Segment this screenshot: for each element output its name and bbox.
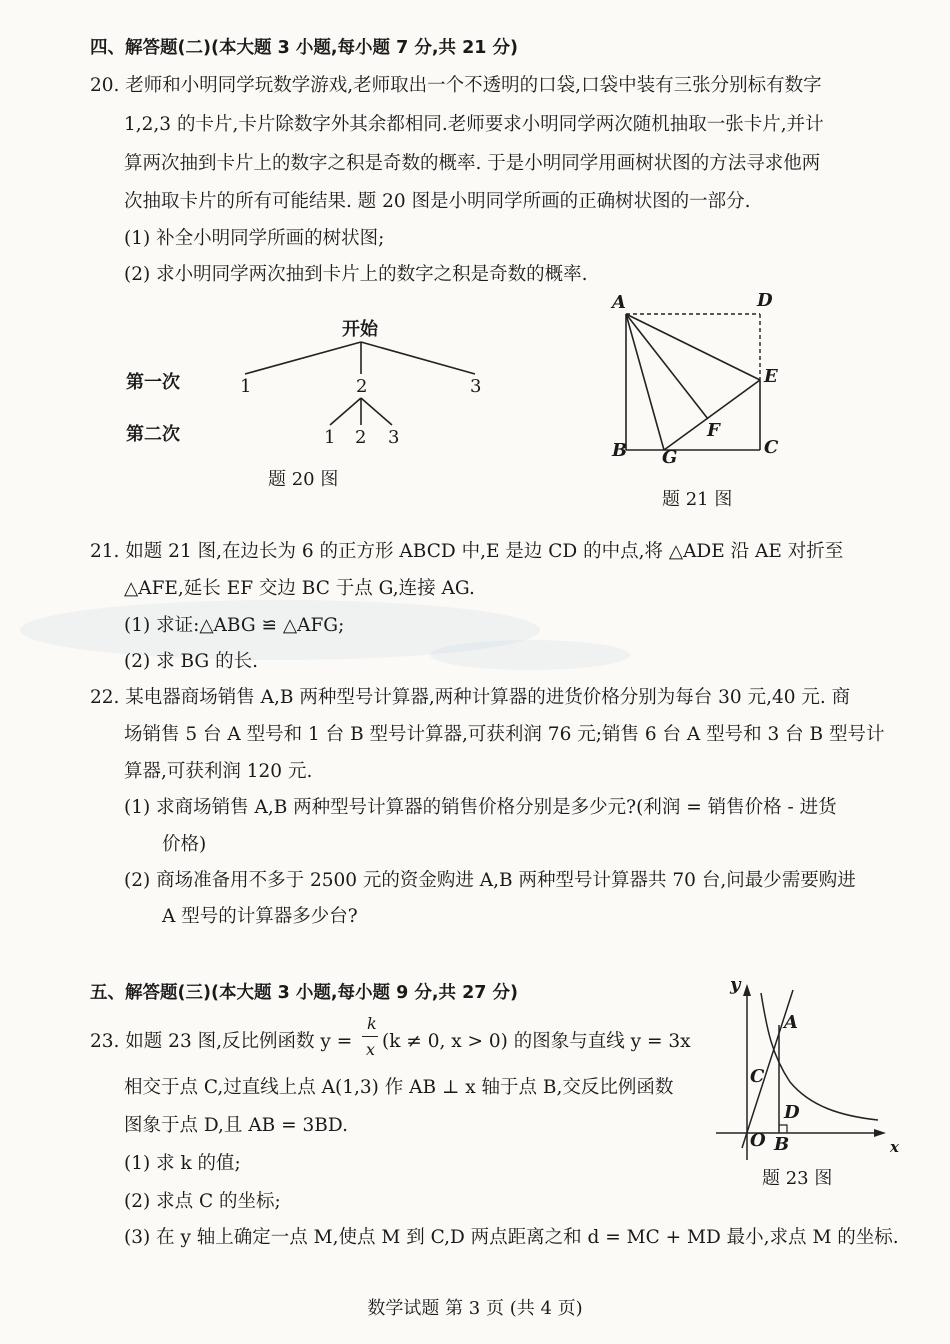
- segment-AE: [626, 314, 760, 380]
- segment-AG: [626, 314, 664, 450]
- q20-line3: 算两次抽到卡片上的数字之积是奇数的概率. 于是小明同学用画树状图的方法寻求他两: [124, 153, 821, 174]
- fig21-label-B: B: [612, 440, 628, 461]
- x-axis-arrow: [874, 1129, 886, 1137]
- tree-node-first-3: 3: [470, 376, 482, 397]
- tree-second-draw-label: 第二次: [126, 424, 180, 445]
- y-axis-arrow: [743, 984, 751, 996]
- page-footer: 数学试题 第 3 页 (共 4 页): [367, 1298, 583, 1319]
- segment-AF: [626, 314, 708, 419]
- tree-branch: [361, 342, 475, 374]
- q20-line4: 次抽取卡片的所有可能结果. 题 20 图是小明同学所画的正确树状图的一部分.: [124, 191, 751, 212]
- q23-line1a: 23. 如题 23 图,反比例函数 y =: [90, 1031, 353, 1052]
- q23-frac-denominator: x: [366, 1040, 376, 1059]
- q22-part1a: (1) 求商场销售 A,B 两种型号计算器的销售价格分别是多少元?(利润 = 销售价格 - 进货: [124, 797, 837, 818]
- q20-part1: (1) 补全小明同学所画的树状图;: [124, 228, 385, 249]
- q21-part1: (1) 求证:△ABG ≌ △AFG;: [124, 615, 345, 636]
- fig21-label-D: D: [757, 290, 773, 311]
- tree-node-second-3: 3: [388, 427, 400, 448]
- fig21-label-F: F: [707, 420, 720, 441]
- tree-node-second-1: 1: [324, 427, 336, 448]
- tree-start-label: 开始: [342, 319, 378, 340]
- scan-stain: [430, 640, 630, 670]
- section-4-title: 四、解答题(二)(本大题 3 小题,每小题 7 分,共 21 分): [90, 38, 519, 58]
- fig21-label-G: G: [662, 447, 678, 468]
- q20-line2: 1,2,3 的卡片,卡片除数字外其余都相同.老师要求小明同学两次随机抽取一张卡片,并计: [124, 114, 824, 135]
- q20-part2: (2) 求小明同学两次抽到卡片上的数字之积是奇数的概率.: [124, 264, 588, 285]
- q23-line2: 相交于点 C,过直线上点 A(1,3) 作 AB ⊥ x 轴于点 B,交反比例函数: [124, 1077, 674, 1098]
- q23-frac-numerator: k: [367, 1014, 377, 1033]
- q23-part3: (3) 在 y 轴上确定一点 M,使点 M 到 C,D 两点距离之和 d = MC + MD 最小,求点 M 的坐标.: [124, 1227, 899, 1248]
- fig23-label-C: C: [750, 1066, 765, 1087]
- tree-node-first-2: 2: [356, 376, 368, 397]
- q23-line3: 图象于点 D,且 AB = 3BD.: [124, 1115, 348, 1136]
- q23-line1b: (k ≠ 0, x > 0) 的图象与直线 y = 3x: [382, 1031, 691, 1052]
- q21-part2: (2) 求 BG 的长.: [124, 651, 258, 672]
- q23-frac-bar: [362, 1036, 378, 1037]
- tree-first-draw-label: 第一次: [126, 372, 180, 393]
- tree-branch: [245, 342, 361, 374]
- q22-part2a: (2) 商场准备用不多于 2500 元的资金购进 A,B 两种型号计算器共 70 台,问最少需要购进: [124, 870, 856, 891]
- q22-part2b: A 型号的计算器多少台?: [162, 906, 358, 927]
- q22-line3: 算器,可获利润 120 元.: [124, 761, 313, 782]
- fig23-label-O: O: [750, 1130, 766, 1151]
- tree-branch: [330, 398, 361, 425]
- q21-line1: 21. 如题 21 图,在边长为 6 的正方形 ABCD 中,E 是边 CD 的中点,将 △ADE 沿 AE 对折至: [90, 541, 844, 562]
- fig23-label-D: D: [784, 1102, 800, 1123]
- fig20-caption: 题 20 图: [268, 469, 339, 490]
- hyperbola-curve: [761, 993, 878, 1120]
- fig23-label-y: y: [730, 974, 741, 995]
- fig23-label-B: B: [774, 1134, 790, 1155]
- fig21-label-E: E: [764, 366, 778, 387]
- q21-line2: △AFE,延长 EF 交边 BC 于点 G,连接 AG.: [124, 578, 475, 599]
- fig21-caption: 题 21 图: [662, 489, 733, 510]
- q20-line1: 20. 老师和小明同学玩数学游戏,老师取出一个不透明的口袋,口袋中装有三张分别标有数字: [90, 75, 822, 96]
- fig23-label-A: A: [784, 1012, 798, 1033]
- q23-part2: (2) 求点 C 的坐标;: [124, 1191, 281, 1212]
- tree-node-second-2: 2: [355, 427, 367, 448]
- section-5-title: 五、解答题(三)(本大题 3 小题,每小题 9 分,共 27 分): [90, 983, 519, 1003]
- q23-part1: (1) 求 k 的值;: [124, 1153, 241, 1174]
- q22-part1b: 价格): [162, 834, 207, 855]
- fig23-label-x: x: [890, 1138, 899, 1156]
- tree-branch: [361, 398, 392, 425]
- fig23-caption: 题 23 图: [762, 1168, 833, 1189]
- q22-line2: 场销售 5 台 A 型号和 1 台 B 型号计算器,可获利润 76 元;销售 6 台 A 型号和 3 台 B 型号计: [124, 724, 885, 745]
- fig21-label-C: C: [764, 437, 779, 458]
- right-angle-mark: [779, 1125, 787, 1133]
- q22-line1: 22. 某电器商场销售 A,B 两种型号计算器,两种计算器的进货价格分别为每台 30 元,40 元. 商: [90, 687, 851, 708]
- tree-node-first-1: 1: [240, 376, 252, 397]
- fig21-label-A: A: [612, 292, 626, 313]
